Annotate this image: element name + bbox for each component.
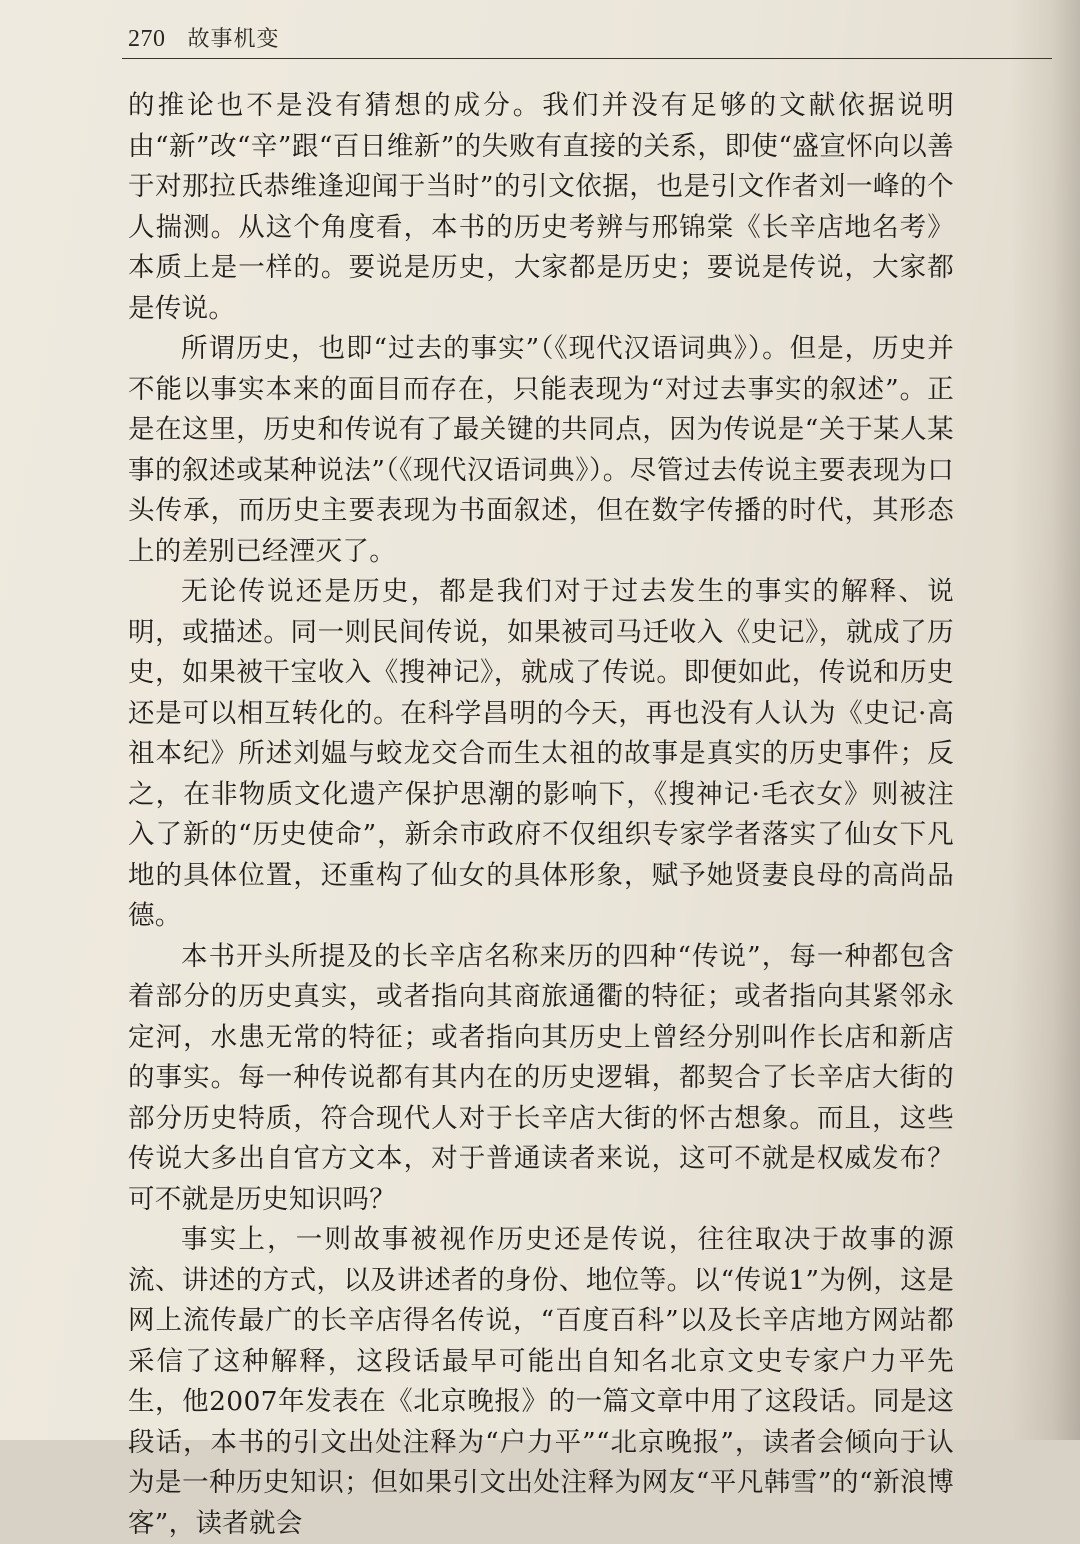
paragraph: 本书开头所提及的长辛店名称来历的四种“传说”，每一种都包含着部分的历史真实，或者指向其商旅通衢的特征；或者指向其紧邻永定河，水患无常的特征；或者指向其历史上曾经分别叫作长店和新店的事实。每一种传说都有其内在的历史逻辑，都契合了长辛店大街的部分历史特质，符合现代人对于长辛店大街的怀古想象。而且，这些传说大多出自官方文本，对于普通读者来说，这可不就是权威发布？可不就是历史知识吗？: [128, 940, 954, 1215]
running-title: 故事机变: [187, 27, 280, 52]
page-number: 270: [128, 26, 166, 52]
body-text: [128, 86, 954, 1544]
running-header: [128, 22, 1028, 58]
paragraph: 事实上，一则故事被视作历史还是传说，往往取决于故事的源流、讲述的方式，以及讲述者的身份、地位等。以“传说1”为例，这是网上流传最广的长辛店得名传说，“百度百科”以及长辛店地方网站都采信了这种解释，这段话最早可能出自知名北京文史专家户力平先生，他2007年发表在《北京晚报》的一篇文章中用了这段话。同是这段话，本书的引文出处注释为“户力平”“北京晚报”，读者会倾向于认为是一种历史知识；但如果引文出处注释为网友“平凡韩雪”的“新浪博客”，读者就会: [128, 1224, 954, 1539]
paragraph: 无论传说还是历史，都是我们对于过去发生的事实的解释、说明，或描述。同一则民间传说，如果被司马迁收入《史记》，就成了历史，如果被干宝收入《搜神记》，就成了传说。即便如此，传说和历史还是可以相互转化的。在科学昌明的今天，再也没有人认为《史记·高祖本纪》所述刘媪与蛟龙交合而生太祖的故事是真实的历史事件；反之，在非物质文化遗产保护思潮的影响下，《搜神记·毛衣女》则被注入了新的“历史使命”，新余市政府不仅组织专家学者落实了仙女下凡地的具体位置，还重构了仙女的具体形象，赋予她贤妻良母的高尚品德。: [128, 576, 954, 931]
paragraph: 所谓历史，也即“过去的事实”（《现代汉语词典》）。但是，历史并不能以事实本来的面目而存在，只能表现为“对过去事实的叙述”。正是在这里，历史和传说有了最关键的共同点，因为传说是“关于某人某事的叙述或某种说法”（《现代汉语词典》）。尽管过去传说主要表现为口头传承，而历史主要表现为书面叙述，但在数字传播的时代，其形态上的差别已经湮灭了。: [128, 333, 954, 567]
header-rule: [122, 58, 1052, 59]
paragraph-continued: 的推论也不是没有猜想的成分。我们并没有足够的文献依据说明由“新”改“辛”跟“百日维新”的失败有直接的关系，即使“盛宣怀向以善于对那拉氏恭维逢迎闻于当时”的引文依据，也是引文作者刘一峰的个人揣测。从这个角度看，本书的历史考辨与邢锦棠《长辛店地名考》本质上是一样的。要说是历史，大家都是历史；要说是传说，大家都是传说。: [128, 90, 954, 324]
